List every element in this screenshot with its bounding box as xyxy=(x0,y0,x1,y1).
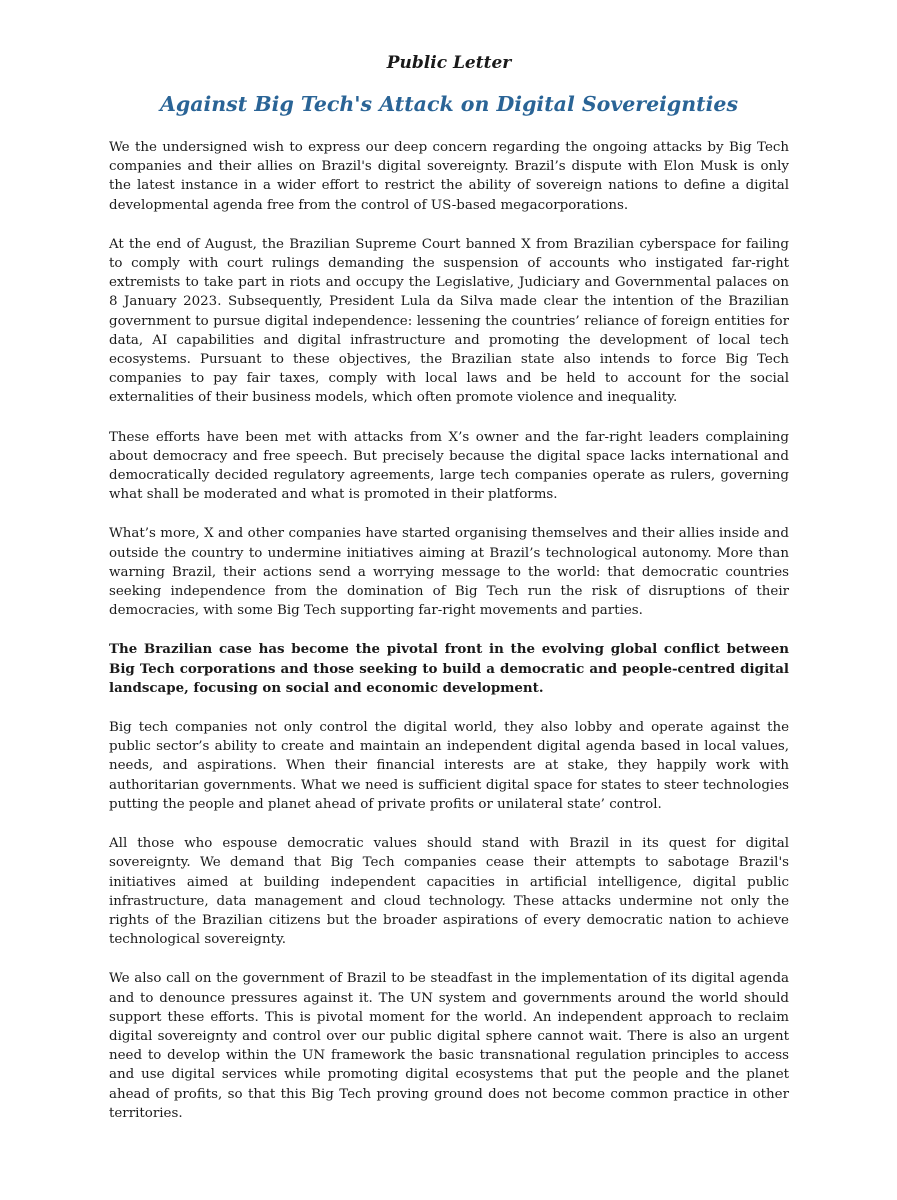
paragraph-4: What’s more, X and other companies have started organising themselves and their allies inside and outside the country to undermine initiatives aiming at Brazil’s technological autonomy. More than warning Brazil, their actions send a worrying message to the world: that democratic countries seeking independence from the domination of Big Tech run the risk of disruptions of their democracies, with some Big Tech supporting far-right movements and parties. xyxy=(109,526,789,619)
paragraph-8: We also call on the government of Brazil to be steadfast in the implementation of its digital agenda and to denounce pressures against it. The UN system and governments around the world should support these efforts. This is pivotal moment for the world. An independent approach to reclaim digital sovereignty and control over our public digital sphere cannot wait. There is also an urgent need to develop within the UN framework the basic transnational regulation principles to access and use digital services while promoting digital ecosystems that put the people and the planet ahead of profits, so that this Big Tech proving ground does not become common practice in other territories. xyxy=(109,971,789,1121)
letter-heading: Public Letter xyxy=(386,53,512,73)
paragraph-6: Big tech companies not only control the digital world, they also lobby and operate against the public sector’s ability to create and maintain an independent digital agenda based in local values, needs, and aspirations. When their financial interests are at stake, they happily work with authoritarian governments. What we need is sufficient digital space for states to steer technologies putting the people and planet ahead of private profits or unilateral state’ control. xyxy=(109,720,789,812)
letter-body xyxy=(109,138,789,1123)
paragraph-3: These efforts have been met with attacks from X’s owner and the far-right leaders complaining about democracy and free speech. But precisely because the digital space lacks international and democratically decided regulatory agreements, large tech companies operate as rulers, governing what shall be moderated and what is promoted in their platforms. xyxy=(109,429,789,503)
paragraph-7: All those who espouse democratic values should stand with Brazil in its quest for digital sovereignty. We demand that Big Tech companies cease their attempts to sabotage Brazil's initiatives aimed at building independent capacities in artificial intelligence, digital public infrastructure, data management and cloud technology. These attacks undermine not only the rights of the Brazilian citizens but the broader aspirations of every democratic nation to achieve technological sovereignty. xyxy=(109,836,789,948)
paragraph-5-emphasis: The Brazilian case has become the pivotal front in the evolving global conflict between Big Tech corporations and those seeking to build a democratic and people-centred digital landscape, focusing on social and economic development. xyxy=(109,641,789,696)
letter-page xyxy=(109,50,789,1143)
paragraph-1: We the undersigned wish to express our deep concern regarding the ongoing attacks by Big Tech companies and their allies on Brazil's digital sovereignty. Brazil’s dispute with Elon Musk is only the latest instance in a wider effort to restrict the ability of sovereign nations to define a digital developmental agenda free from the control of US-based megacorporations. xyxy=(109,140,789,213)
paragraph-2: At the end of August, the Brazilian Supreme Court banned X from Brazilian cyberspace for failing to comply with court rulings demanding the suspension of accounts who instigated far-right extremists to take part in riots and occupy the Legislative, Judiciary and Governmental palaces on 8 January 2023. Subsequently, President Lula da Silva made clear the intention of the Brazilian government to pursue digital independence: lessening the countries’ reliance of foreign entities for data, AI capabilities and digital infrastructure and promoting the development of local tech ecosystems. Pursuant to these objectives, the Brazilian state also intends to force Big Tech companies to pay fair taxes, comply with local laws and be held to account for the social externalities of their business models, which often promote violence and inequality. xyxy=(109,236,789,406)
letter-title: Against Big Tech's Attack on Digital Sovereignties xyxy=(159,92,739,116)
